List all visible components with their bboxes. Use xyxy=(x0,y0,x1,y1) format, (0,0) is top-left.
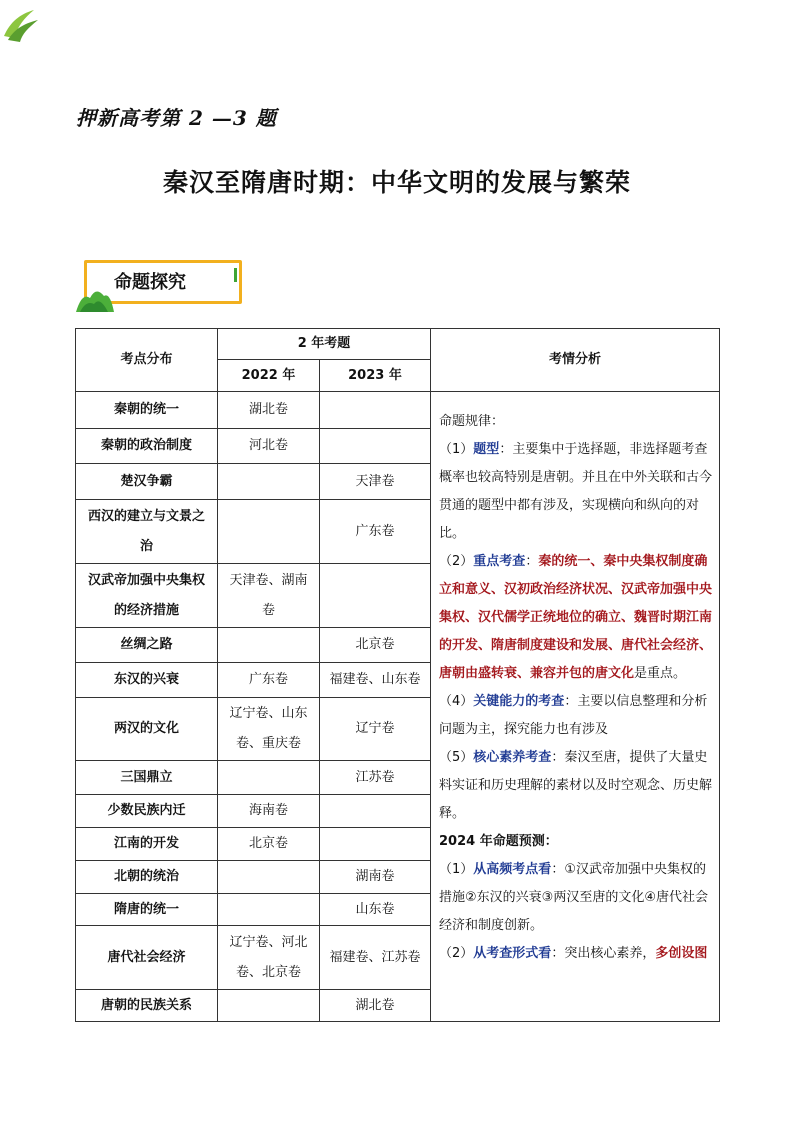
year-2022-cell xyxy=(218,628,320,663)
topic-cell: 少数民族内迁 xyxy=(76,795,218,828)
p2-colon: ： xyxy=(525,554,539,569)
year-2022-cell xyxy=(218,464,320,500)
topic-cell: 三国鼎立 xyxy=(76,761,218,795)
p4-key: 关键能力的考查 xyxy=(473,694,565,709)
analysis-para-1 xyxy=(439,436,713,548)
analysis-para-4 xyxy=(439,688,713,744)
header-row xyxy=(76,329,720,360)
year-2022-cell xyxy=(218,926,320,990)
topic-cell: 北朝的统治 xyxy=(76,861,218,894)
f2-prefix: （2） xyxy=(439,946,474,961)
year-2023-cell: 福建卷、江苏卷 xyxy=(320,926,431,990)
year-2022-cell xyxy=(218,698,320,761)
year-2022-line-2: 卷、北京卷 xyxy=(235,964,301,980)
year-2023-cell: 天津卷 xyxy=(320,464,431,500)
p5-prefix: （5） xyxy=(439,750,474,765)
topic-cell: 隋唐的统一 xyxy=(76,894,218,926)
p1-key: 题型 xyxy=(473,442,500,457)
year-2023-cell xyxy=(320,828,431,861)
year-2022-cell xyxy=(218,761,320,795)
section-badge-label: 命题探究 xyxy=(114,272,186,293)
f2-text: ：突出核心素养， xyxy=(551,946,656,961)
year-2023-cell: 湖南卷 xyxy=(320,861,431,894)
forecast-heading: 2024 年命题预测： xyxy=(439,834,558,849)
pre-title: 押新高考第 2 —3 题 xyxy=(76,106,277,130)
p5-key: 核心素养考查 xyxy=(473,750,552,765)
p2-red: 秦的统一、秦中央集权制度确立和意义、汉初政治经济状况、汉武帝加强中央集权、汉代儒学正统地位的确立、魏晋时期江南的开发、隋唐制度建设和发展、唐代社会经济、唐朝由盛转衰、兼容并包的唐文化 xyxy=(439,554,713,681)
analysis-para-5 xyxy=(439,744,713,828)
topic-cell: 秦朝的统一 xyxy=(76,392,218,429)
f1-text: ：①汉武帝加强中央集权的措施②东汉的兴衰③两汉至唐的文化④唐代社会经济和制度创新。 xyxy=(439,862,708,933)
year-2023-cell: 山东卷 xyxy=(320,894,431,926)
header-2023: 2023 年 xyxy=(320,360,431,392)
year-2023-cell xyxy=(320,564,431,628)
f2-key: 从考查形式看 xyxy=(473,946,552,961)
year-2023-cell: 辽宁卷 xyxy=(320,698,431,761)
header-topic: 考点分布 xyxy=(76,329,218,392)
exam-table xyxy=(75,328,720,1022)
year-2022-cell: 北京卷 xyxy=(218,828,320,861)
analysis-cell xyxy=(431,392,720,1022)
page-title: 秦汉至隋唐时期：中华文明的发展与繁荣 xyxy=(162,168,631,197)
forecast-para-2 xyxy=(439,940,713,968)
forecast-para-1 xyxy=(439,856,713,940)
year-2022-cell: 湖北卷 xyxy=(218,392,320,429)
year-2022-cell: 河北卷 xyxy=(218,429,320,464)
year-2022-line-2: 卷 xyxy=(261,602,275,618)
topic-cell: 唐代社会经济 xyxy=(76,926,218,990)
topic-cell: 楚汉争霸 xyxy=(76,464,218,500)
section-badge xyxy=(76,258,246,312)
year-2022-cell xyxy=(218,861,320,894)
topic-line-2: 的经济措施 xyxy=(113,602,179,618)
header-years-group: 2 年考题 xyxy=(218,329,431,360)
corner-logo-icon xyxy=(0,0,44,44)
year-2023-cell xyxy=(320,392,431,429)
year-2023-cell: 广东卷 xyxy=(320,500,431,564)
year-2023-cell: 江苏卷 xyxy=(320,761,431,795)
p2-end: 是重点。 xyxy=(634,666,687,681)
header-2022: 2022 年 xyxy=(218,360,320,392)
topic-cell: 丝绸之路 xyxy=(76,628,218,663)
p4-prefix: （4） xyxy=(439,694,474,709)
year-2022-cell: 海南卷 xyxy=(218,795,320,828)
f1-key: 从高频考点看 xyxy=(473,862,552,877)
p1-prefix: （1） xyxy=(439,442,474,457)
topic-cell: 两汉的文化 xyxy=(76,698,218,761)
hills-icon xyxy=(76,284,116,312)
topic-cell: 江南的开发 xyxy=(76,828,218,861)
p1-text: ：主要集中于选择题，非选择题考查概率也较高特别是唐朝。并且在中外关联和古今贯通的题型中都有涉及，实现横向和纵向的对比。 xyxy=(439,442,713,541)
year-2022-cell xyxy=(218,990,320,1022)
topic-line-2: 治 xyxy=(139,538,153,554)
p5-text: ：秦汉至唐，提供了大量史料实证和历史理解的素材以及时空观念、历史解释。 xyxy=(439,750,713,821)
year-2023-cell xyxy=(320,429,431,464)
year-2023-cell: 北京卷 xyxy=(320,628,431,663)
topic-cell: 唐朝的民族关系 xyxy=(76,990,218,1022)
p2-prefix: （2） xyxy=(439,554,474,569)
topic-cell: 东汉的兴衰 xyxy=(76,663,218,698)
topic-cell: 秦朝的政治制度 xyxy=(76,429,218,464)
year-2022-line-2: 卷、重庆卷 xyxy=(235,736,301,751)
f1-prefix: （1） xyxy=(439,862,474,877)
f2-red: 多创设图 xyxy=(655,946,708,961)
year-2022-line-1: 天津卷、湖南 xyxy=(229,572,308,588)
year-2022-cell xyxy=(218,500,320,564)
year-2023-cell xyxy=(320,795,431,828)
table-row xyxy=(76,392,720,429)
year-2023-cell: 福建卷、山东卷 xyxy=(320,663,431,698)
badge-accent-bar xyxy=(234,268,237,282)
year-2022-line-1: 辽宁卷、河北 xyxy=(229,934,308,950)
year-2022-line-1: 辽宁卷、山东 xyxy=(229,706,308,721)
year-2023-cell: 湖北卷 xyxy=(320,990,431,1022)
topic-line-1: 西汉的建立与文景之 xyxy=(87,508,205,524)
rule-heading: 命题规律： xyxy=(439,414,505,429)
p2-key: 重点考查 xyxy=(473,554,526,569)
analysis-para-2 xyxy=(439,548,713,688)
year-2022-cell xyxy=(218,894,320,926)
topic-line-1: 汉武帝加强中央集权 xyxy=(87,572,205,588)
header-analysis: 考情分析 xyxy=(431,329,720,392)
topic-cell xyxy=(76,564,218,628)
topic-cell xyxy=(76,500,218,564)
year-2022-cell xyxy=(218,564,320,628)
p4-text: ：主要以信息整理和分析问题为主，探究能力也有涉及 xyxy=(439,694,708,737)
year-2022-cell: 广东卷 xyxy=(218,663,320,698)
